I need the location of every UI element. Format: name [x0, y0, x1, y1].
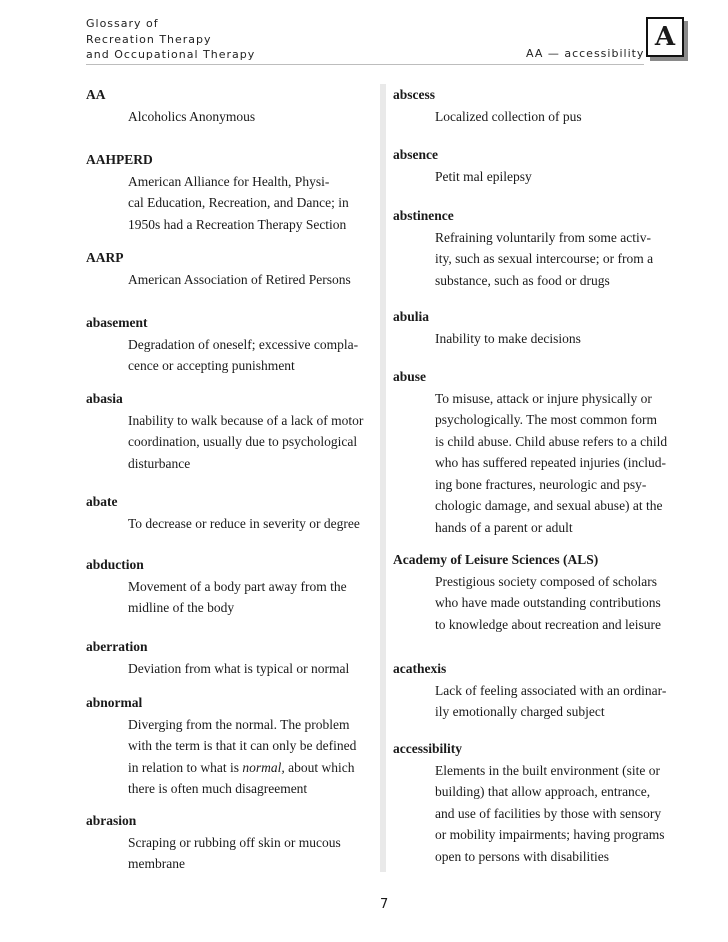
entry-definition-line: 1950s had a Recreation Therapy Section — [128, 216, 347, 232]
entry-definition-line: cence or accepting punishment — [128, 358, 295, 373]
glossary-entry — [86, 84, 378, 149]
header-line-2: Recreation Therapy — [86, 32, 212, 46]
entry-definition-line: Diverging from the normal. The problem — [128, 716, 350, 732]
entry-term: abasia — [86, 391, 123, 406]
entry-definition-line: To decrease or reduce in severity or degree — [128, 515, 360, 531]
entry-definition-line: midline of the body — [128, 600, 235, 615]
glossary-entry — [86, 554, 378, 636]
entry-definition-line: Prestigious society composed of scholars — [435, 573, 657, 589]
entry-definition-line: who has suffered repeated injuries (includ- — [435, 455, 667, 470]
glossary-entry — [86, 636, 378, 692]
entry-definition-line: Petit mal epilepsy — [435, 168, 532, 184]
entry-definition-line: ily emotionally charged subject — [435, 704, 605, 719]
entry-definition-line: Deviation from what is typical or normal — [128, 660, 350, 676]
entry-definition-line: substance, such as food or drugs — [435, 272, 610, 288]
entry-definition-line: psychologically. The most common form — [435, 412, 657, 427]
entry-term: aberration — [86, 639, 148, 654]
entry-definition-line: cal Education, Recreation, and Dance; in — [128, 195, 349, 210]
entry-definition-line: American Association of Retired Persons — [128, 271, 351, 287]
entry-term: abscess — [393, 87, 436, 102]
entry-definition-line: coordination, usually due to psychological — [128, 434, 358, 449]
left-column — [86, 84, 378, 875]
entry-term: AA — [86, 87, 106, 102]
right-column — [393, 84, 693, 867]
header-line-3: and Occupational Therapy — [86, 48, 256, 61]
entry-definition-line: and use of facilities by those with sensory — [435, 805, 662, 821]
entry-definition-line: Degradation of oneself; excessive compla- — [128, 336, 359, 352]
entry-term: absence — [393, 147, 438, 162]
glossary-entry — [86, 491, 378, 554]
definition-italic-term: normal, — [242, 759, 285, 775]
glossary-entry — [393, 738, 693, 867]
entry-term: abnormal — [86, 695, 143, 710]
entry-definition-line: disturbance — [128, 455, 191, 471]
entry-term: abasement — [86, 315, 148, 330]
entry-term: abstinence — [393, 208, 454, 223]
entry-definition-line: American Alliance for Health, Physi- — [128, 173, 330, 189]
entry-definition-line: chologic damage, and sexual abuse) at the — [435, 498, 663, 513]
entry-term: AARP — [86, 250, 124, 265]
entry-definition-line: Inability to make decisions — [435, 330, 581, 346]
entry-definition-line: with the term is that it can only be defined — [128, 738, 357, 753]
glossary-entry — [86, 692, 378, 810]
glossary-entry — [86, 810, 378, 875]
entry-definition-line — [86, 757, 378, 779]
header-range: AA — accessibility — [526, 47, 645, 60]
entry-term: accessibility — [393, 741, 462, 756]
entry-definition-line: Elements in the built environment (site or — [435, 762, 660, 778]
section-letter-tab: A — [646, 17, 684, 57]
entry-definition-line: is child abuse. Child abuse refers to a child — [435, 433, 668, 449]
entry-definition-line: Scraping or rubbing off skin or mucous — [128, 834, 341, 850]
page-number: 7 — [380, 897, 389, 912]
glossary-entry — [86, 312, 378, 388]
definition-text: in relation to what is — [128, 759, 243, 775]
entry-term: AAHPERD — [86, 152, 153, 167]
entry-term: Academy of Leisure Sciences (ALS) — [393, 552, 599, 567]
entry-term: acathexis — [393, 661, 447, 676]
running-header — [86, 16, 255, 63]
header-rule — [86, 64, 644, 65]
entry-definition-line: Alcoholics Anonymous — [128, 108, 256, 124]
entry-definition-line: ing bone fractures, neurologic and psy- — [435, 476, 647, 492]
entry-term: abduction — [86, 557, 144, 572]
entry-definition-line: Lack of feeling associated with an ordinar- — [435, 682, 667, 698]
entry-definition-line: to knowledge about recreation and leisure — [435, 616, 662, 632]
glossary-entry — [393, 549, 693, 658]
glossary-entry — [86, 388, 378, 491]
definition-text: about which — [284, 759, 355, 775]
column-divider — [380, 84, 386, 872]
entry-definition-line: Localized collection of pus — [435, 108, 582, 124]
entry-definition-line: hands of a parent or adult — [435, 519, 573, 535]
entry-definition-line: building) that allow approach, entrance, — [435, 784, 651, 799]
glossary-entry — [393, 84, 693, 144]
entry-term: abrasion — [86, 813, 137, 828]
entry-definition-line: who have made outstanding contributions — [435, 595, 661, 610]
entry-definition-line: Inability to walk because of a lack of motor — [128, 412, 364, 428]
entry-definition-line: open to persons with disabilities — [435, 848, 609, 864]
entry-definition-line: or mobility impairments; having programs — [435, 827, 665, 842]
entry-definition-line: membrane — [128, 856, 185, 871]
glossary-entry — [86, 149, 378, 247]
glossary-entry — [393, 205, 693, 306]
glossary-entry — [393, 366, 693, 549]
entry-term: abuse — [393, 369, 427, 384]
header-line-1: Glossary of — [86, 17, 159, 30]
entry-definition-line: Refraining voluntarily from some activ- — [435, 229, 651, 245]
entry-definition-line: there is often much disagreement — [128, 781, 308, 796]
glossary-entry — [393, 658, 693, 738]
entry-definition-line: ity, such as sexual intercourse; or from a — [435, 251, 654, 266]
glossary-entry — [393, 144, 693, 205]
entry-definition-line: Movement of a body part away from the — [128, 578, 347, 594]
glossary-entry — [86, 247, 378, 312]
entry-term: abate — [86, 494, 118, 509]
glossary-entry — [393, 306, 693, 366]
entry-term: abulia — [393, 309, 430, 324]
entry-definition-line: To misuse, attack or injure physically or — [435, 390, 652, 406]
